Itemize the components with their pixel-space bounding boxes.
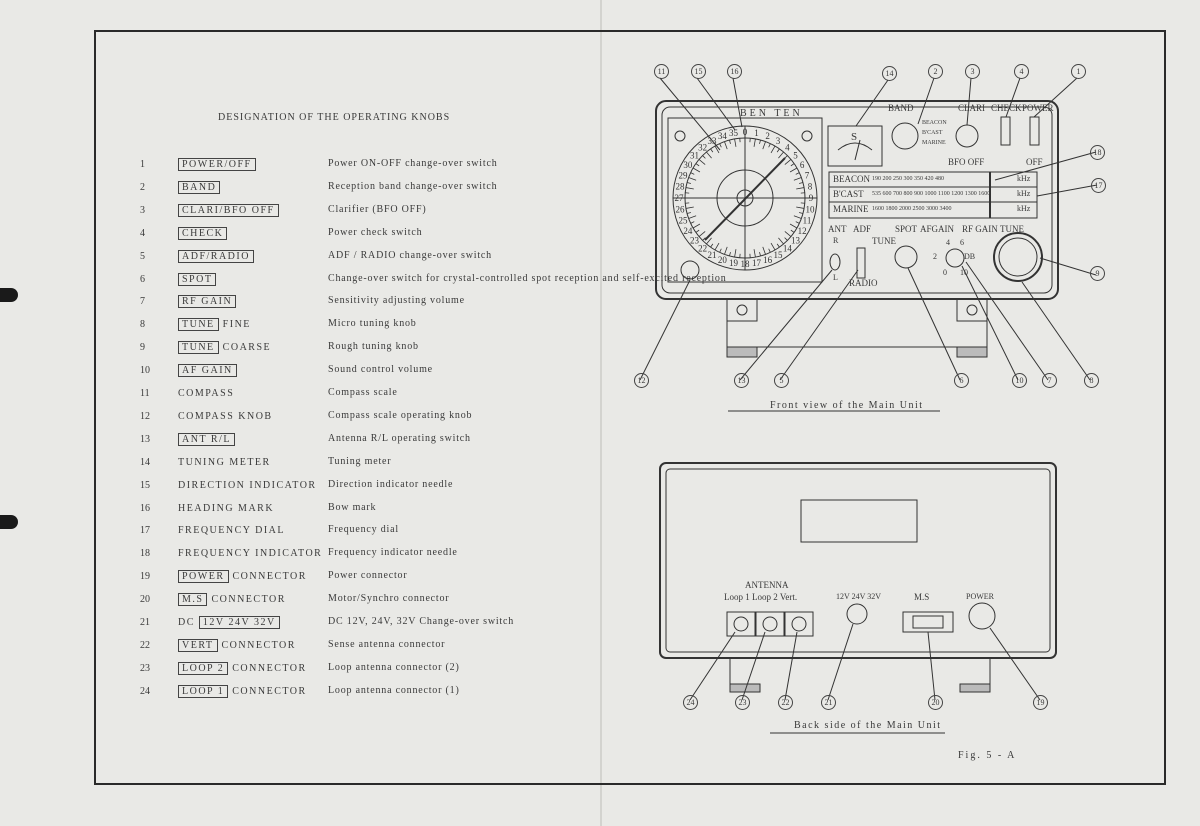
item-description: Frequency indicator needle [328, 547, 458, 559]
compass-number: 2 [765, 130, 770, 141]
item-number: 5 [140, 250, 145, 262]
front-callout: 15 [691, 64, 706, 79]
scale-value: 2 [933, 252, 937, 261]
compass-number: 0 [742, 127, 748, 137]
afgain-label: AFGAIN [920, 224, 955, 234]
back-view-caption: Back side of the Main Unit [794, 720, 942, 731]
scale-value: 10 [960, 268, 968, 277]
item-number: 1 [140, 159, 145, 170]
item-number: 10 [140, 365, 150, 377]
item-label-text: COARSE [222, 342, 272, 354]
item-description: Sense antenna connector [328, 638, 446, 650]
item-description: Power connector [328, 570, 408, 582]
voltage-label: 12V 24V 32V [836, 592, 882, 601]
front-callout: 14 [882, 66, 897, 81]
ant-label: ANT [828, 224, 847, 234]
item-number: 15 [140, 479, 150, 491]
dial-scale: 190 200 250 300 350 420 480 [872, 176, 944, 182]
item-label-text: CONNECTOR [232, 662, 307, 674]
compass-number: 19 [729, 257, 739, 268]
scale-value: 0 [943, 268, 947, 277]
tune-big-label: TUNE [1000, 224, 1024, 234]
item-label-text: TUNING METER [178, 456, 271, 468]
item-description: Tuning meter [328, 455, 392, 467]
front-callout: 10 [1012, 373, 1027, 388]
item-description: Motor/Synchro connector [328, 593, 450, 605]
item-boxed-label: POWER [178, 570, 229, 583]
item-description: Power check switch [328, 226, 423, 238]
compass-number: 34 [717, 130, 727, 141]
compass-number: 4 [785, 142, 790, 153]
item-description: Clarifier (BFO OFF) [328, 203, 427, 215]
front-callout: 11 [654, 64, 669, 79]
ms-label: M.S [914, 592, 930, 602]
item-label-text: COMPASS [178, 388, 235, 399]
item-boxed-label: 12V 24V 32V [199, 616, 280, 629]
compass-number: 18 [740, 259, 750, 269]
back-callout: 19 [1033, 695, 1048, 710]
item-boxed-label: BAND [178, 181, 220, 194]
dial-unit: kHz [1017, 204, 1031, 213]
item-description: Sound control volume [328, 364, 433, 376]
front-callout: 6 [954, 373, 969, 388]
front-callout: 2 [928, 64, 943, 79]
item-number: 8 [140, 319, 145, 331]
item-boxed-label: LOOP 2 [178, 662, 228, 675]
figure-label: Fig. 5 - A [958, 750, 1017, 761]
back-callout: 24 [683, 695, 698, 710]
item-label-text: DC [178, 617, 195, 628]
item-number: 13 [140, 433, 150, 445]
bfo-off-label: BFO OFF [948, 157, 985, 167]
r-label: R [833, 236, 839, 245]
item-number: 19 [140, 571, 150, 583]
band-option: B'CAST [922, 130, 943, 136]
item-number: 24 [140, 685, 150, 697]
compass-number: 10 [805, 204, 815, 215]
item-label-text: FREQUENCY DIAL [178, 525, 286, 537]
item-boxed-label: SPOT [178, 273, 216, 286]
item-description: Power ON-OFF change-over switch [328, 158, 498, 169]
document-title: DESIGNATION OF THE OPERATING KNOBS [218, 112, 451, 123]
compass-number: 35 [729, 128, 739, 139]
item-label-text: FINE [222, 319, 251, 331]
band-label: BAND [888, 103, 914, 113]
front-callout: 17 [1091, 178, 1106, 193]
front-callout: 3 [965, 64, 980, 79]
front-view-caption: Front view of the Main Unit [770, 400, 924, 411]
compass-number: 32 [698, 142, 708, 153]
spot-label: SPOT [895, 224, 918, 234]
front-callout: 8 [1084, 373, 1099, 388]
back-power-label: POWER [966, 592, 994, 601]
back-callout: 21 [821, 695, 836, 710]
item-label-text: FREQUENCY INDICATOR [178, 548, 323, 560]
compass-number: 31 [689, 150, 699, 161]
dial-band-name: BEACON [833, 174, 871, 184]
radio-label: RADIO [849, 278, 878, 288]
compass-number: 22 [698, 243, 708, 254]
front-callout: 1 [1071, 64, 1086, 79]
item-description: Direction indicator needle [328, 478, 454, 490]
rfgain-label: RF GAIN [962, 224, 998, 234]
item-boxed-label: LOOP 1 [178, 685, 228, 698]
item-description: DC 12V, 24V, 32V Change-over switch [328, 616, 515, 627]
compass-number: 21 [707, 250, 717, 261]
back-callout: 20 [928, 695, 943, 710]
dial-scale: 1600 1800 2000 2500 3000 3400 [872, 206, 952, 212]
compass-number: 27 [674, 193, 684, 203]
compass-number: 12 [797, 226, 807, 236]
compass-number: 25 [678, 215, 688, 226]
item-description: Loop antenna connector (2) [328, 661, 460, 673]
item-description: Change-over switch for crystal-controlled spot reception and self-excited reception [328, 272, 727, 284]
item-description: Sensitivity adjusting volume [328, 295, 465, 307]
front-callout: 5 [774, 373, 789, 388]
adf-label: ADF [853, 224, 872, 234]
front-callout: 7 [1042, 373, 1057, 388]
compass-number: 11 [802, 215, 812, 226]
dial-unit: kHz [1017, 174, 1031, 183]
compass-number: 16 [763, 255, 773, 266]
item-description: Loop antenna connector (1) [328, 684, 460, 696]
compass-number: 6 [799, 160, 805, 170]
compass-number: 14 [782, 243, 792, 254]
compass-number: 3 [775, 135, 781, 146]
tune-small-label: TUNE [872, 236, 896, 246]
compass-number: 28 [675, 181, 685, 192]
scale-value: 6 [960, 238, 964, 247]
dial-band-name: B'CAST [833, 189, 864, 199]
compass-number: 15 [773, 250, 783, 261]
item-label-text: CONNECTOR [211, 594, 286, 606]
item-label-text: HEADING MARK [178, 502, 275, 514]
compass-number: 33 [707, 135, 717, 146]
compass-number: 9 [808, 193, 814, 203]
scale-value: 4 [946, 238, 950, 247]
check-label: CHECK [991, 103, 1022, 113]
item-number: 20 [140, 594, 150, 606]
dial-scale: 535 600 700 800 900 1000 1100 1200 1300 1600 [872, 191, 991, 197]
item-boxed-label: RF GAIN [178, 295, 236, 308]
brand-label: BEN TEN [740, 108, 803, 119]
compass-number: 7 [804, 170, 810, 181]
item-number: 12 [140, 410, 150, 422]
dial-band-name: MARINE [833, 204, 869, 214]
item-number: 7 [140, 296, 145, 308]
item-description: Bow mark [328, 501, 377, 513]
loops-label: Loop 1 Loop 2 Vert. [724, 592, 798, 602]
item-number: 4 [140, 227, 145, 239]
item-description: Micro tuning knob [328, 318, 417, 330]
compass-number: 30 [683, 160, 693, 170]
compass-number: 8 [807, 181, 813, 192]
item-description: ADF / RADIO change-over switch [328, 249, 492, 261]
back-callout: 23 [735, 695, 750, 710]
item-number: 2 [140, 181, 145, 193]
item-description: Frequency dial [328, 524, 399, 536]
item-label-text: CONNECTOR [232, 571, 307, 583]
item-description: Compass scale operating knob [328, 409, 473, 421]
power-label: POWER [1022, 103, 1054, 113]
compass-number: 20 [717, 255, 727, 266]
compass-number: 1 [754, 128, 759, 139]
band-option: MARINE [922, 140, 946, 146]
item-description: Compass scale [328, 387, 398, 398]
band-option: BEACON [922, 120, 947, 126]
compass-number: 24 [683, 226, 693, 236]
l-label: L [833, 273, 838, 282]
back-callout: 22 [778, 695, 793, 710]
front-callout: 16 [727, 64, 742, 79]
item-number: 6 [140, 273, 145, 285]
item-label-text: CONNECTOR [221, 639, 296, 651]
item-number: 11 [140, 388, 150, 399]
item-number: 17 [140, 525, 150, 537]
item-boxed-label: ANT R/L [178, 433, 235, 446]
item-number: 14 [140, 456, 150, 468]
item-number: 3 [140, 204, 145, 216]
item-description: Reception band change-over switch [328, 180, 498, 192]
item-number: 16 [140, 502, 150, 514]
item-boxed-label: AF GAIN [178, 364, 237, 377]
item-boxed-label: ADF/RADIO [178, 250, 254, 263]
item-description: Rough tuning knob [328, 341, 419, 353]
item-boxed-label: TUNE [178, 341, 219, 354]
item-boxed-label: VERT [178, 639, 218, 652]
compass-number: 29 [678, 170, 688, 181]
clari-label: CLARI [958, 103, 985, 113]
item-boxed-label: POWER/OFF [178, 158, 256, 171]
compass-number: 23 [689, 235, 699, 246]
front-callout: 9 [1090, 266, 1105, 281]
item-number: 21 [140, 617, 150, 628]
item-boxed-label: M.S [178, 593, 207, 606]
off-label: OFF [1026, 157, 1043, 167]
item-number: 22 [140, 639, 150, 651]
dial-unit: kHz [1017, 189, 1031, 198]
item-boxed-label: CHECK [178, 227, 227, 240]
item-label-text: CONNECTOR [232, 685, 307, 697]
item-label-text: DIRECTION INDICATOR [178, 479, 317, 491]
db-label: DB [964, 252, 976, 261]
front-callout: 13 [734, 373, 749, 388]
item-number: 18 [140, 548, 150, 560]
compass-number: 26 [675, 204, 685, 215]
item-number: 23 [140, 662, 150, 674]
meter-s-label: S [851, 131, 858, 143]
compass-number: 5 [793, 150, 798, 161]
item-description: Antenna R/L operating switch [328, 432, 471, 444]
front-callout: 12 [634, 373, 649, 388]
antenna-label: ANTENNA [745, 580, 789, 590]
front-callout: 4 [1014, 64, 1029, 79]
compass-number: 13 [791, 235, 801, 246]
item-number: 9 [140, 342, 145, 354]
item-boxed-label: CLARI/BFO OFF [178, 204, 279, 217]
compass-number: 17 [751, 257, 761, 268]
item-label-text: COMPASS KNOB [178, 410, 273, 422]
front-callout: 18 [1090, 145, 1105, 160]
item-boxed-label: TUNE [178, 318, 219, 331]
